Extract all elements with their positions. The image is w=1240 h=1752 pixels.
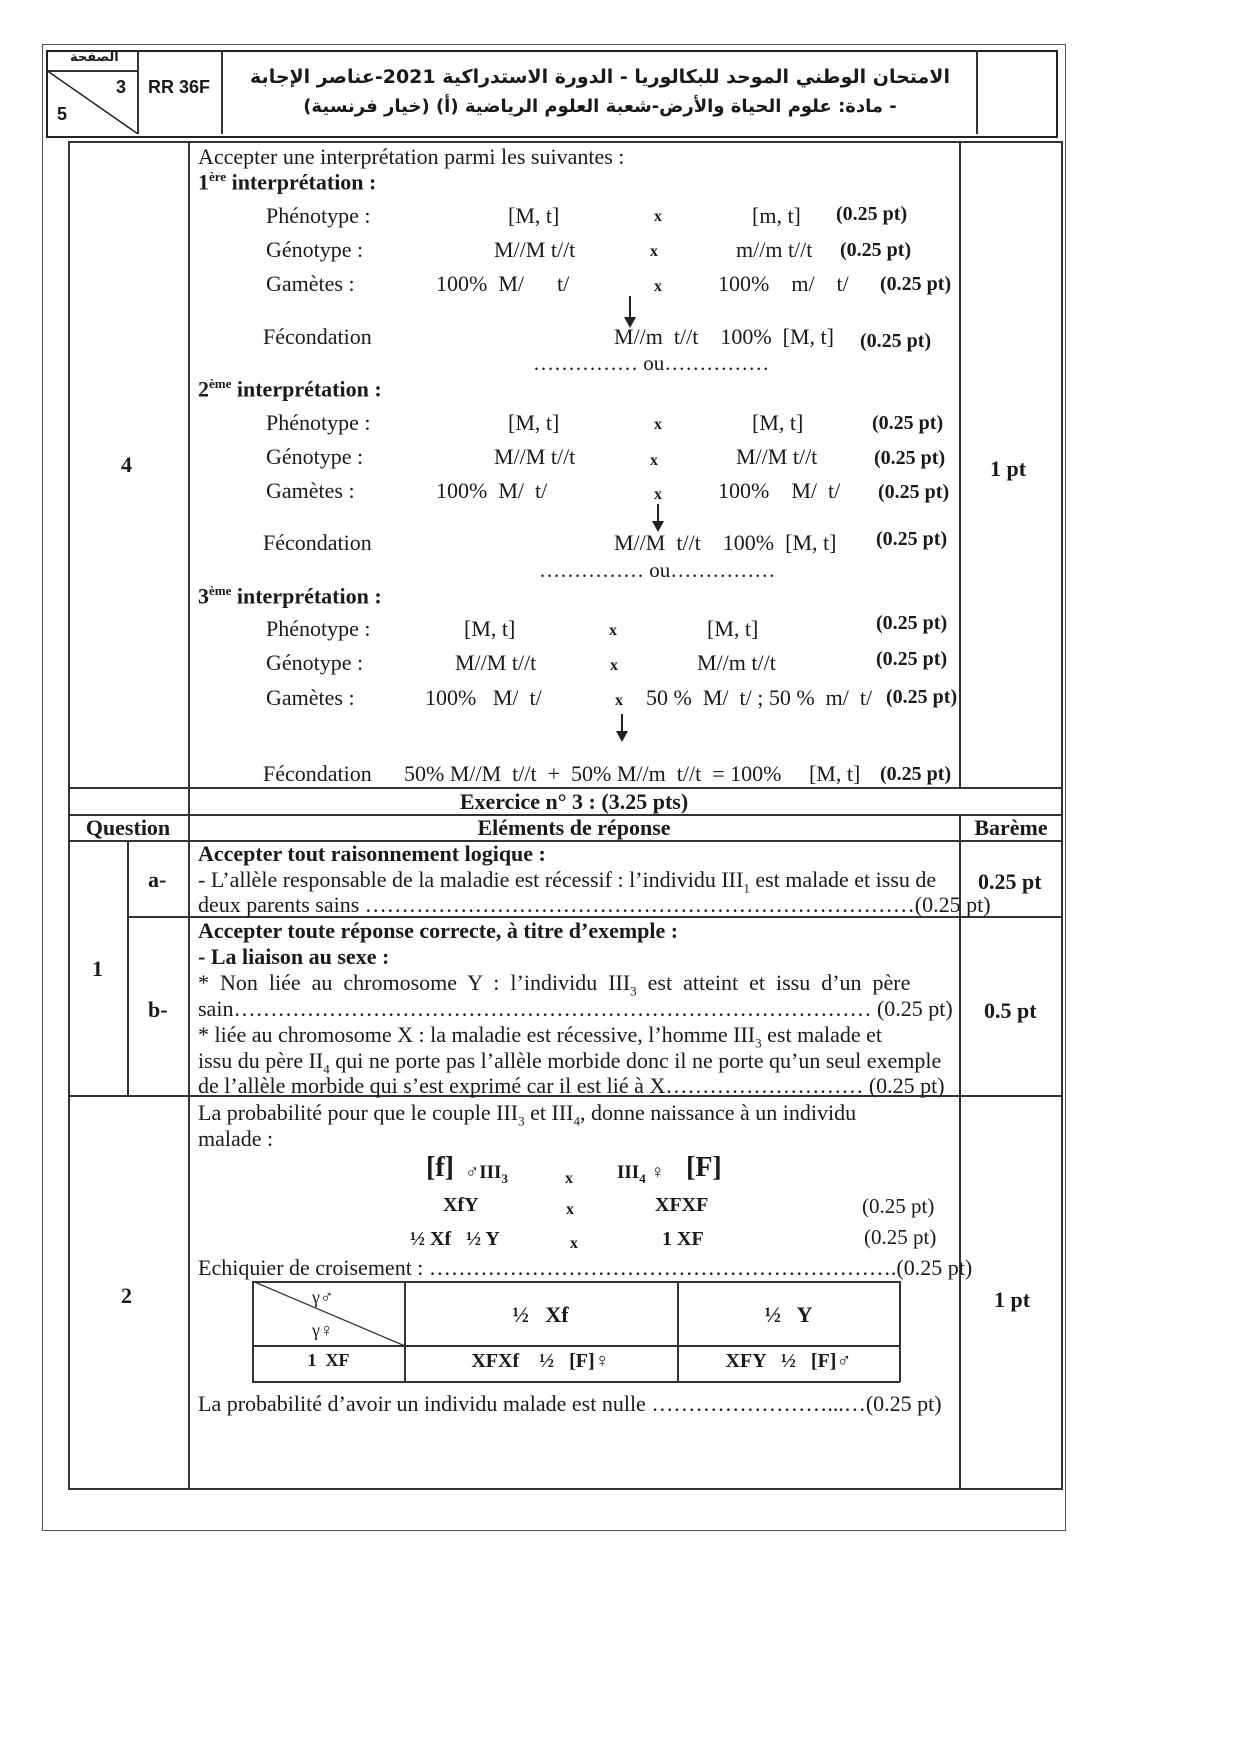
i1-genotype-a: M//M t//t	[494, 237, 576, 262]
q2-gametes-right: 1 XF	[662, 1228, 704, 1250]
corner-male-gamete: γ♂	[312, 1287, 334, 1307]
interpretation-3-title: 3ème interprétation :	[198, 583, 382, 609]
page-number: 3	[116, 77, 127, 97]
q2-genotype-right: XFXF	[655, 1194, 709, 1216]
i3-fecondation-result: 50% M//M t//t + 50% M//m t//t = 100% [M, t]	[404, 761, 861, 786]
i1-fecondation-label: Fécondation	[263, 324, 372, 349]
i2-phenotype-label: Phénotype :	[266, 410, 371, 435]
q2-phen-left-ind: $♂III_3$	[465, 1162, 508, 1186]
i1-gametes-b: 100% m/ t/	[718, 271, 849, 296]
punnett-col-y: ½ Y	[764, 1302, 813, 1327]
i1-cross-2: x	[650, 243, 658, 260]
question-1-number: 1	[92, 956, 103, 981]
i2-ou: …………… ou……………	[539, 558, 776, 582]
q1b-heading: Accepter toute réponse correcte, à titre d’exemple :	[198, 918, 679, 943]
column-bareme: Barème	[974, 815, 1048, 840]
interpretation-2-title: 2ème interprétation :	[198, 376, 382, 402]
q2-cross-1: x	[565, 1170, 573, 1187]
punnett-cell-female: XFXf ½ [F]♀	[471, 1350, 610, 1372]
i3-gametes-label: Gamètes :	[266, 685, 355, 710]
i1-fecondation-pt: (0.25 pt)	[860, 330, 932, 352]
i3-cross: x	[609, 622, 617, 639]
q2-cross-3: x	[570, 1235, 578, 1252]
i2-gametes-a: 100% M/ t/	[436, 478, 548, 503]
i3-gametes-pt: (0.25 pt)	[886, 686, 958, 708]
q1b-line5: de l’allèle morbide qui s’est exprimé car il est lié à X……………………… (0.25 pt)	[198, 1073, 945, 1098]
interpretation-1-title: 1ère interprétation :	[198, 169, 377, 195]
q1b-line1: * Non liée au chromosome Y : l’individu $III_3$ est atteint et issu d’un père	[198, 970, 911, 999]
q2-conclusion: La probabilité d’avoir un individu malade est nulle ……………………...…(0.25 pt)	[198, 1391, 942, 1416]
i1-genotype-b: m//m t//t	[736, 237, 813, 262]
question-1b-label: b-	[148, 997, 168, 1022]
q2-intro-line2: malade :	[198, 1126, 274, 1151]
i3-cross-3: x	[615, 692, 623, 709]
question-4-number: 4	[121, 452, 132, 477]
punnett-row-xf: 1 XF	[307, 1350, 350, 1370]
column-elements: Eléments de réponse	[477, 815, 671, 840]
exam-title: الامتحان الوطني الموحد للبكالوريا - الدورة الاستدراكية 2021-عناصر الإجابة	[250, 66, 950, 88]
i1-phenotype-pt: (0.25 pt)	[836, 203, 908, 225]
punnett-cell-male: XFY ½ [F]♂	[725, 1350, 852, 1372]
i2-cross: x	[654, 416, 662, 433]
i2-fecondation-result: M//M t//t 100% [M, t]	[614, 530, 837, 555]
i3-cross-2: x	[610, 657, 618, 674]
i3-gametes-b: 50 % M/ t/ ; 50 % m/ t/	[646, 685, 873, 710]
i2-gametes-label: Gamètes :	[266, 478, 355, 503]
i1-gametes-a: 100% M/ t/	[436, 271, 570, 296]
question-1a-label: a-	[148, 867, 167, 892]
i2-arrow-icon	[657, 504, 659, 530]
i2-genotype-b: M//M t//t	[736, 444, 818, 469]
exam-subject: - مادة: علوم الحياة والأرض-شعبة العلوم الرياضية (أ) (خيار فرنسية)	[303, 96, 897, 117]
i2-phenotype-b: [M, t]	[752, 410, 804, 435]
i1-fecondation-result: M//m t//t 100% [M, t]	[614, 324, 834, 349]
i2-cross-2: x	[650, 452, 658, 469]
question-4-bareme: 1 pt	[990, 456, 1027, 481]
exam-code: RR 36F	[148, 77, 211, 97]
i3-genotype-pt: (0.25 pt)	[876, 648, 948, 670]
q2-gametes-pt: (0.25 pt)	[864, 1225, 937, 1249]
question-2-number: 2	[121, 1283, 132, 1308]
q1a-line1: - L’allèle responsable de la maladie est récessif : l’individu $III_1$ est malade et issu de	[198, 867, 937, 896]
i3-fecondation-label: Fécondation	[263, 761, 372, 786]
i2-genotype-label: Génotype :	[266, 444, 364, 469]
i2-cross-3: x	[654, 486, 662, 503]
q1a-heading: Accepter tout raisonnement logique :	[198, 841, 546, 866]
corner-female-gamete: γ♀	[312, 1320, 334, 1340]
i1-phenotype-b: [m, t]	[752, 203, 801, 228]
i3-genotype-a: M//M t//t	[455, 650, 537, 675]
i2-phenotype-a: [M, t]	[508, 410, 560, 435]
i1-cross-3: x	[654, 278, 662, 295]
q2-echiquier: Echiquier de croisement : ……………………………………………………….(0.25 pt)	[198, 1255, 973, 1280]
i1-ou: …………… ou……………	[533, 351, 770, 375]
q2-genotype-pt: (0.25 pt)	[862, 1194, 935, 1218]
i2-fecondation-pt: (0.25 pt)	[876, 528, 948, 550]
i3-phenotype-pt: (0.25 pt)	[876, 612, 948, 634]
i2-gametes-pt: (0.25 pt)	[878, 481, 950, 503]
i2-genotype-a: M//M t//t	[494, 444, 576, 469]
i3-fecondation-pt: (0.25 pt)	[880, 763, 952, 785]
q2-phen-right-f: [F]	[686, 1152, 722, 1183]
i2-gametes-b: 100% M/ t/	[718, 478, 841, 503]
q2-intro-line1: La probabilité pour que le couple $III_3$ et $III_4$, donne naissance à un individu	[198, 1100, 857, 1129]
q1b-bareme: 0.5 pt	[984, 998, 1037, 1023]
i3-arrow-icon	[621, 714, 623, 740]
q2-phen-left-f: [f]	[426, 1152, 454, 1183]
exercise-3-title: Exercice n° 3 : (3.25 pts)	[459, 789, 689, 814]
i3-phenotype-b: [M, t]	[707, 616, 759, 641]
i2-phenotype-pt: (0.25 pt)	[872, 412, 944, 434]
i3-phenotype-label: Phénotype :	[266, 616, 371, 641]
i3-gametes-a: 100% M/ t/	[425, 685, 542, 710]
page-label: الصفحة	[70, 50, 119, 65]
q1b-line3: * liée au chromosome X : la maladie est récessive, l’homme $III_3$ est malade et	[198, 1022, 882, 1051]
q1b-sub: - La liaison au sexe :	[198, 944, 390, 969]
i1-genotype-pt: (0.25 pt)	[840, 239, 912, 261]
question-2-bareme: 1 pt	[994, 1287, 1031, 1312]
column-question: Question	[85, 815, 171, 840]
i1-phenotype-a: [M, t]	[508, 203, 560, 228]
page-total: 5	[57, 104, 68, 124]
q4-intro: Accepter une interprétation parmi les suivantes :	[198, 144, 625, 169]
q1a-bareme: 0.25 pt	[978, 869, 1042, 894]
i3-genotype-label: Génotype :	[266, 650, 364, 675]
q2-genotype-left: XfY	[443, 1194, 479, 1216]
i1-phenotype-label: Phénotype :	[266, 203, 371, 228]
i2-fecondation-label: Fécondation	[263, 530, 372, 555]
i1-cross: x	[654, 208, 662, 225]
q2-gametes-left: ½ Xf ½ Y	[410, 1228, 500, 1250]
q1b-line2: sain…………………………………………………………………………… (0.25 pt)	[198, 996, 953, 1021]
i1-gametes-pt: (0.25 pt)	[880, 273, 952, 295]
i1-genotype-label: Génotype :	[266, 237, 364, 262]
punnett-col-xf: ½ Xf	[512, 1302, 569, 1327]
i2-genotype-pt: (0.25 pt)	[874, 447, 946, 469]
i1-gametes-label: Gamètes :	[266, 271, 355, 296]
i1-arrow-icon	[629, 296, 631, 326]
q1a-line2: deux parents sains …………………………………………………………………(0.25 pt)	[198, 892, 991, 917]
q2-cross-2: x	[566, 1201, 574, 1218]
q1b-line4: issu du père $II_4$ qui ne porte pas l’allèle morbide donc il ne porte qu’un seul exemple	[198, 1048, 942, 1077]
i3-genotype-b: M//m t//t	[697, 650, 776, 675]
q2-phen-right-ind: $III_4$ ♀	[617, 1162, 665, 1186]
i3-phenotype-a: [M, t]	[464, 616, 516, 641]
